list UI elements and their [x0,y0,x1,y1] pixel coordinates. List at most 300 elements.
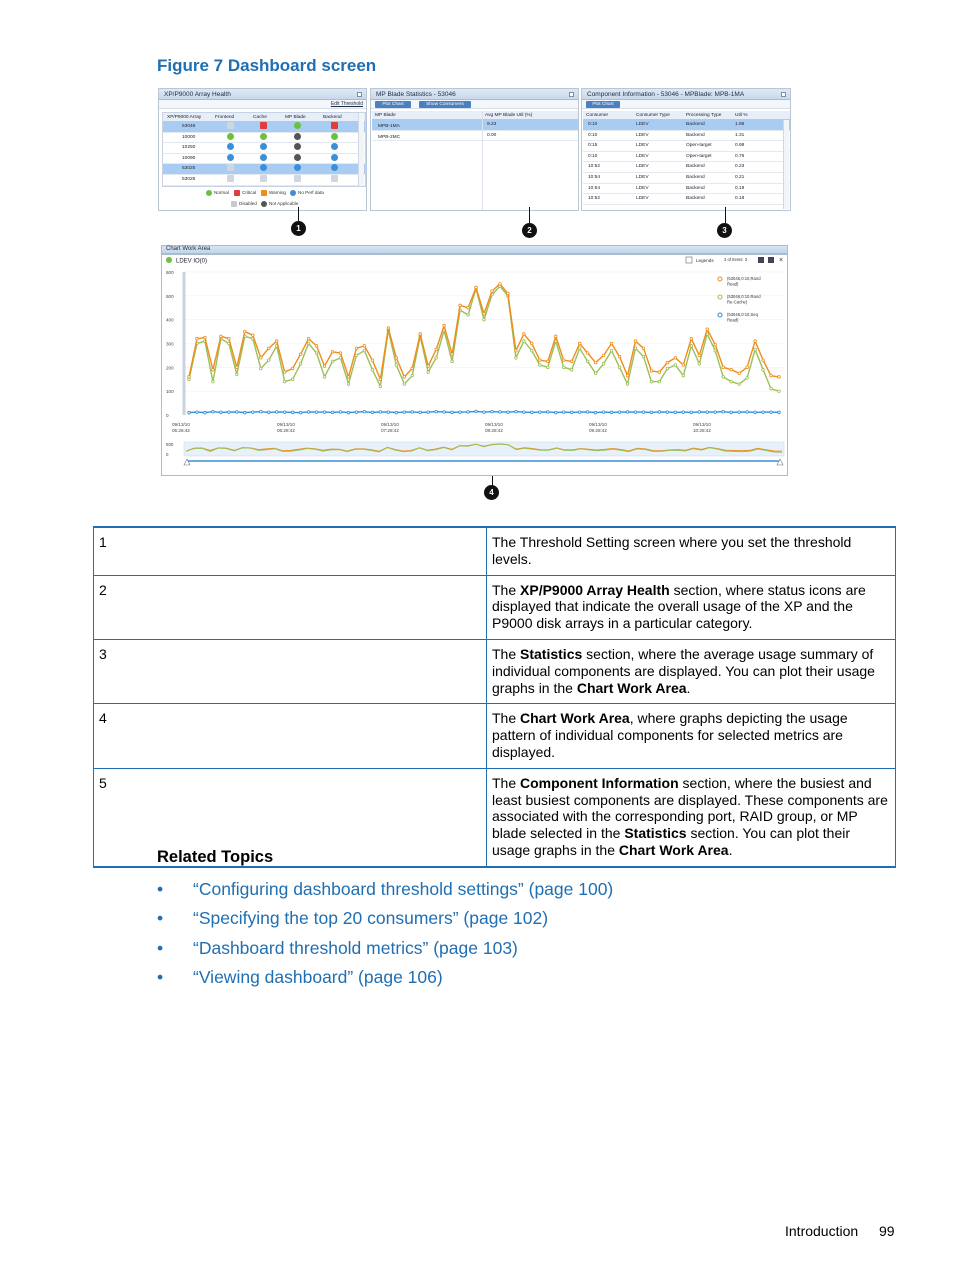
data-point[interactable] [690,345,693,348]
data-point[interactable] [491,410,494,413]
data-point[interactable] [554,411,557,414]
data-point[interactable] [546,366,549,369]
data-point[interactable] [403,376,406,379]
data-point[interactable] [347,383,350,386]
cell-consumer: 10:52 [588,196,601,202]
status-na-icon[interactable] [294,143,301,150]
column-header[interactable]: Consumer Type [636,113,670,118]
data-point[interactable] [722,410,725,413]
chart-title: LDEV IO(0) [176,258,208,265]
data-point[interactable] [594,361,597,364]
data-point[interactable] [610,411,613,414]
data-point[interactable] [363,345,366,348]
data-point[interactable] [666,411,669,414]
data-point[interactable] [339,352,342,355]
data-point[interactable] [267,359,270,362]
maximize-icon[interactable] [569,92,574,97]
data-point[interactable] [467,411,470,414]
data-point[interactable] [427,371,430,374]
edit-threshold-link[interactable]: Edit Threshold [330,101,363,107]
data-point[interactable] [307,342,310,345]
data-point[interactable] [602,362,605,365]
data-point[interactable] [499,411,502,414]
cell-type: LDEV [636,185,649,191]
data-point[interactable] [435,357,438,360]
column-header[interactable]: Frontend [215,115,235,120]
data-point[interactable] [419,411,422,414]
data-point[interactable] [267,347,270,350]
table-row[interactable] [163,143,365,154]
data-point[interactable] [523,340,526,343]
data-point[interactable] [315,352,318,355]
data-point[interactable] [299,353,302,356]
data-point[interactable] [674,364,677,367]
data-point[interactable] [371,359,374,362]
data-point[interactable] [236,366,239,369]
data-point[interactable] [682,411,685,414]
data-point[interactable] [395,357,398,360]
table-row[interactable] [583,131,790,142]
data-point[interactable] [419,333,422,336]
data-point[interactable] [212,380,215,383]
data-point[interactable] [259,357,262,360]
data-point[interactable] [371,368,374,371]
callout-description [487,575,896,639]
callout-description [487,768,896,866]
data-point[interactable] [363,410,366,413]
data-point[interactable] [754,348,757,351]
data-point[interactable] [228,411,231,414]
x-tick-label: 09/13/10 [589,422,607,427]
callout-number: 1 [94,527,487,575]
status-sq-icon[interactable] [227,175,234,182]
callout-1: 1 [291,221,306,236]
data-point[interactable] [379,411,382,414]
data-point[interactable] [379,385,382,388]
data-point[interactable] [228,337,231,340]
legend-normal: Normal [214,190,229,195]
chart-close-icon[interactable]: × [779,257,784,264]
data-point[interactable] [618,366,621,369]
data-point[interactable] [515,410,518,413]
column-header[interactable]: XP/P9000 Array [167,115,202,120]
data-point[interactable] [251,334,254,337]
cell-consumer: 10:52 [588,164,601,170]
data-point[interactable] [738,383,741,386]
data-point[interactable] [770,374,773,377]
data-point[interactable] [626,383,629,386]
data-point[interactable] [283,380,286,383]
data-point[interactable] [562,411,565,414]
column-header[interactable]: Cache [253,115,267,120]
data-point[interactable] [459,304,462,307]
data-point[interactable] [650,411,653,414]
data-point[interactable] [658,371,661,374]
data-point[interactable] [395,411,398,414]
data-point[interactable] [188,411,191,414]
scrollbar[interactable] [783,120,789,209]
data-point[interactable] [515,349,518,352]
data-point[interactable] [196,411,199,414]
status-normal-icon[interactable] [260,133,267,140]
related-topic-link[interactable]: “Configuring dashboard threshold settings” (page 100) [193,879,614,899]
status-normal-icon[interactable] [331,133,338,140]
data-point[interactable] [610,342,613,345]
data-point[interactable] [212,368,215,371]
table-row[interactable] [583,194,790,205]
data-point[interactable] [578,347,581,350]
data-point[interactable] [586,360,589,363]
table-row[interactable] [583,120,790,131]
data-point[interactable] [770,411,773,414]
data-point[interactable] [244,411,247,414]
callout-number: 5 [94,768,487,866]
status-na-icon[interactable] [294,154,301,161]
data-point[interactable] [443,324,446,327]
data-point[interactable] [507,292,510,295]
overview-navigator[interactable] [166,442,784,465]
data-point[interactable] [291,411,294,414]
data-point[interactable] [714,411,717,414]
data-point[interactable] [562,359,565,362]
data-point[interactable] [379,378,382,381]
table-row[interactable] [583,184,790,195]
maximize-icon[interactable] [781,92,786,97]
data-point[interactable] [714,343,717,346]
data-point[interactable] [403,383,406,386]
data-point[interactable] [283,411,286,414]
column-header[interactable]: Util % [735,113,748,118]
data-point[interactable] [682,374,685,377]
data-point[interactable] [754,340,757,343]
status-sq-icon[interactable] [227,164,234,171]
data-point[interactable] [674,357,677,360]
data-point[interactable] [539,359,542,362]
data-point[interactable] [451,360,454,363]
data-point[interactable] [275,411,278,414]
data-point[interactable] [602,411,605,414]
data-point[interactable] [531,342,534,345]
table-row[interactable] [163,154,365,165]
data-point[interactable] [307,411,310,414]
data-point[interactable] [467,306,470,309]
data-point[interactable] [658,411,661,414]
data-point[interactable] [626,411,629,414]
data-point[interactable] [307,337,310,340]
data-point[interactable] [507,411,510,414]
data-point[interactable] [698,362,701,365]
data-point[interactable] [738,372,741,375]
data-point[interactable] [323,411,326,414]
show-consumers-button[interactable]: Show Consumers [419,101,471,108]
data-point[interactable] [546,411,549,414]
data-point[interactable] [762,368,765,371]
table-row[interactable] [583,152,790,163]
data-point[interactable] [403,411,406,414]
data-point[interactable] [483,411,486,414]
data-point[interactable] [267,411,270,414]
data-point[interactable] [762,411,765,414]
data-point[interactable] [299,411,302,414]
scrollbar[interactable] [358,113,364,186]
legend-critical: Critical [242,190,257,195]
table-row[interactable] [163,164,365,175]
status-noperf-icon[interactable] [331,164,338,171]
data-point[interactable] [212,410,215,413]
data-point[interactable] [387,327,390,330]
data-point[interactable] [738,411,741,414]
data-point[interactable] [451,411,454,414]
data-point[interactable] [666,367,669,370]
data-point[interactable] [411,367,414,370]
status-noperf-icon[interactable] [331,154,338,161]
status-noperf-icon[interactable] [260,143,267,150]
data-point[interactable] [275,340,278,343]
data-point[interactable] [674,411,677,414]
data-point[interactable] [371,411,374,414]
legends-checkbox[interactable] [686,257,692,263]
data-point[interactable] [626,374,629,377]
data-point[interactable] [259,410,262,413]
data-point[interactable] [650,370,653,373]
data-point[interactable] [323,365,326,368]
data-point[interactable] [730,380,733,383]
data-point[interactable] [459,411,462,414]
data-point[interactable] [299,362,302,365]
data-point[interactable] [283,371,286,374]
data-point[interactable] [355,347,358,350]
status-noperf-icon[interactable] [294,164,301,171]
status-sq-icon[interactable] [260,175,267,182]
data-point[interactable] [546,360,549,363]
status-sq-icon[interactable] [331,175,338,182]
data-point[interactable] [634,411,637,414]
data-point[interactable] [690,411,693,414]
y-tick-label: 100 [166,389,174,395]
data-point[interactable] [451,353,454,356]
status-normal-icon[interactable] [294,122,301,129]
table-row[interactable] [583,141,790,152]
data-point[interactable] [188,376,191,379]
data-point[interactable] [323,376,326,379]
data-point[interactable] [291,378,294,381]
data-point[interactable] [236,373,239,376]
data-point[interactable] [531,411,534,414]
data-point[interactable] [483,312,486,315]
status-critical-icon[interactable] [331,122,338,129]
data-point[interactable] [746,411,749,414]
data-point[interactable] [411,374,414,377]
status-sq-icon[interactable] [294,175,301,182]
status-critical-icon[interactable] [260,122,267,129]
data-point[interactable] [762,359,765,362]
data-point[interactable] [539,411,542,414]
data-point[interactable] [642,355,645,358]
data-point[interactable] [578,411,581,414]
data-point[interactable] [610,349,613,352]
data-point[interactable] [435,410,438,413]
data-point[interactable] [658,380,661,383]
data-point[interactable] [395,364,398,367]
table-row[interactable] [583,173,790,184]
data-point[interactable] [722,376,725,379]
data-point[interactable] [475,410,478,413]
data-point[interactable] [220,335,223,338]
data-point[interactable] [475,286,478,289]
status-noperf-icon[interactable] [260,164,267,171]
data-point[interactable] [204,411,207,414]
maximize-icon[interactable] [357,92,362,97]
related-topic-link[interactable]: “Specifying the top 20 consumers” (page 102) [193,908,549,929]
table-row[interactable] [372,120,578,131]
data-point[interactable] [730,411,733,414]
status-noperf-icon[interactable] [331,143,338,150]
status-sq-icon[interactable] [227,122,234,129]
array-id: 53026 [182,177,196,182]
related-topic-link[interactable]: “Dashboard threshold metrics” (page 103) [193,937,518,958]
data-point[interactable] [244,330,247,333]
column-header[interactable]: Avg MP Blade Util (%) [485,113,533,118]
data-point[interactable] [746,366,749,369]
column-header[interactable]: Consumer [586,113,609,118]
plot-chart-button[interactable]: Plot Chart [375,101,411,108]
data-point[interactable] [778,390,781,393]
table-row[interactable] [372,131,578,142]
x-tick-label: 09/13/10 [693,422,711,427]
data-point[interactable] [706,411,709,414]
data-point[interactable] [331,411,334,414]
table-row[interactable] [163,122,365,133]
data-point[interactable] [770,387,773,390]
data-point[interactable] [746,377,749,380]
cell-util: 1.31 [735,132,745,138]
status-na-icon[interactable] [294,133,301,140]
description-text: section, where the average usage summary of individual components are displayed. You can plot their usage graphs in the [492,645,875,696]
data-point[interactable] [515,357,518,360]
data-point[interactable] [722,366,725,369]
data-point[interactable] [642,411,645,414]
data-point[interactable] [435,348,438,351]
chart-export-icon[interactable] [768,257,774,263]
data-point[interactable] [666,361,669,364]
data-point[interactable] [523,411,526,414]
data-point[interactable] [642,347,645,350]
table-row[interactable] [583,162,790,173]
data-point[interactable] [427,365,430,368]
data-point[interactable] [331,360,334,363]
table-row[interactable] [163,175,365,186]
data-point[interactable] [387,411,390,414]
data-point[interactable] [315,411,318,414]
data-point[interactable] [443,411,446,414]
data-point[interactable] [523,333,526,336]
range-handle-right[interactable] [777,459,783,465]
data-point[interactable] [427,411,430,414]
component-information-title: Component Information - 53046 - MPBlade: MPB-1MA [587,91,745,98]
column-header[interactable]: MP Blade [375,113,396,118]
data-point[interactable] [698,354,701,357]
data-point[interactable] [586,411,589,414]
data-point[interactable] [570,411,573,414]
data-point[interactable] [698,411,701,414]
data-point[interactable] [618,411,621,414]
data-point[interactable] [570,360,573,363]
data-point[interactable] [531,349,534,352]
data-point[interactable] [754,411,757,414]
data-point[interactable] [467,314,470,317]
column-header[interactable]: Processing Type [686,113,722,118]
data-point[interactable] [347,376,350,379]
range-handle-left[interactable] [184,459,190,465]
data-point[interactable] [602,354,605,357]
plot-chart-button[interactable]: Plot Chart [586,101,620,108]
data-point[interactable] [347,411,350,414]
status-noperf-icon[interactable] [260,154,267,161]
data-point[interactable] [578,342,581,345]
column-header[interactable]: MP Blade [285,115,306,120]
data-point[interactable] [562,366,565,369]
data-point[interactable] [411,411,414,414]
cell-util: 0.76 [735,153,745,159]
chart-settings-icon[interactable] [758,257,764,263]
data-point[interactable] [331,351,334,354]
data-point[interactable] [259,367,262,370]
x-tick-label: 09/13/10 [485,422,503,427]
data-point[interactable] [220,411,223,414]
data-point[interactable] [554,335,557,338]
data-point[interactable] [355,411,358,414]
data-point[interactable] [491,290,494,293]
data-point[interactable] [594,372,597,375]
data-point[interactable] [690,337,693,340]
column-header[interactable]: Backend [323,115,342,120]
legend-marker [718,313,722,317]
data-point[interactable] [714,349,717,352]
data-point[interactable] [570,368,573,371]
data-point[interactable] [618,355,621,358]
status-noperf-icon[interactable] [227,143,234,150]
data-point[interactable] [539,364,542,367]
data-point[interactable] [291,367,294,370]
data-point[interactable] [586,352,589,355]
description-text: section, where the busiest and least busiest components are displayed. These components are associated with the corresponding port, RAID group, or MP blade selected in the [492,774,888,842]
table-row[interactable] [163,133,365,144]
data-point[interactable] [730,368,733,371]
data-point[interactable] [315,345,318,348]
status-normal-icon[interactable] [227,133,234,140]
related-topic-link[interactable]: “Viewing dashboard” (page 106) [193,966,443,987]
data-point[interactable] [355,354,358,357]
data-point[interactable] [196,337,199,340]
data-point[interactable] [650,380,653,383]
data-point[interactable] [594,411,597,414]
status-noperf-icon[interactable] [227,154,234,161]
data-point[interactable] [483,318,486,321]
y-tick-label: 500 [166,293,174,299]
data-point[interactable] [634,340,637,343]
data-point[interactable] [778,411,781,414]
figure-title: Figure 7 Dashboard screen [157,56,377,75]
data-point[interactable] [204,336,207,339]
data-point[interactable] [339,411,342,414]
data-point[interactable] [706,328,709,331]
data-point[interactable] [778,376,781,379]
data-point[interactable] [363,349,366,352]
data-point[interactable] [236,411,239,414]
data-point[interactable] [682,364,685,367]
data-point[interactable] [499,283,502,286]
data-point[interactable] [251,411,254,414]
